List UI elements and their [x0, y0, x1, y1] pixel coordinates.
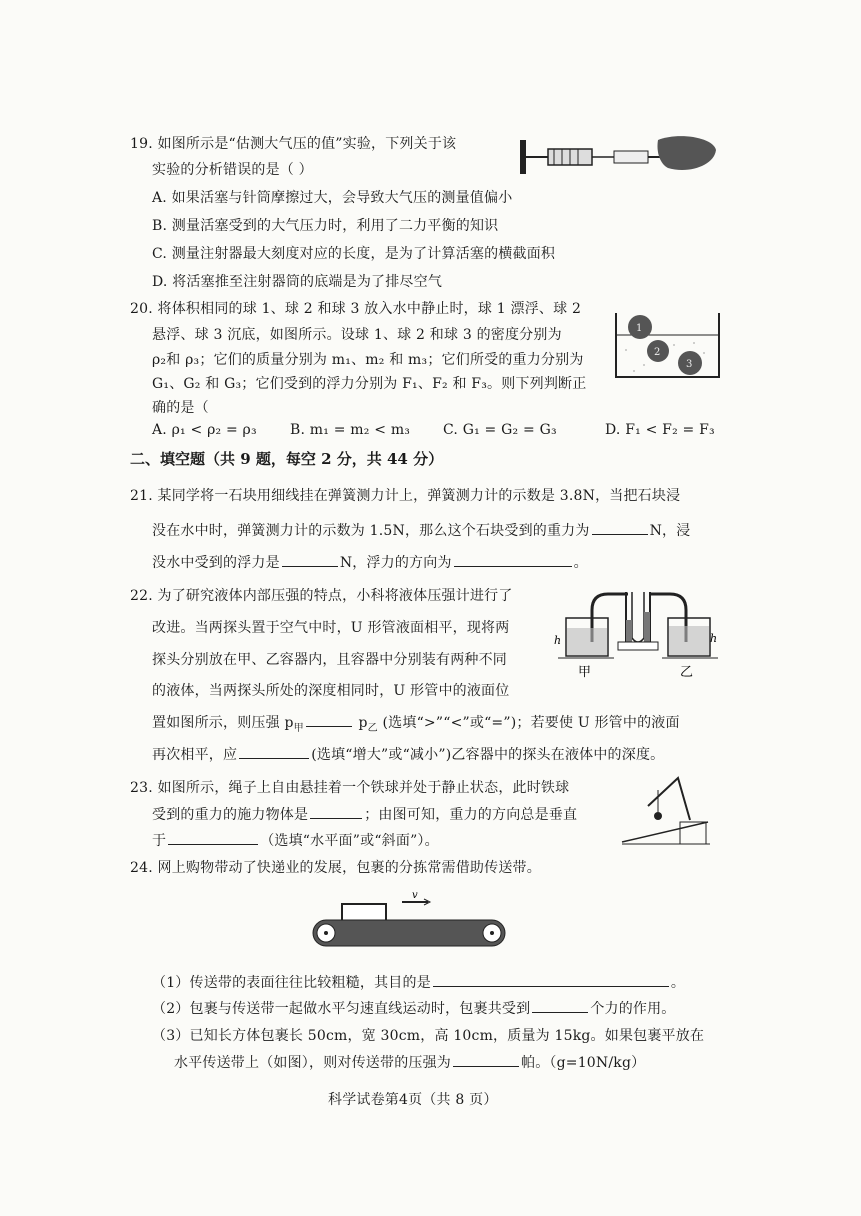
q22-line2: 改进。当两探头置于空气中时，U 形管液面相平，现将两: [152, 620, 510, 636]
pendulum-incline-figure: [618, 770, 713, 850]
q24-text: 水平传送带上（如图），则对传送带的压强为: [174, 1055, 451, 1071]
q21-text: 没水中受到的浮力是: [152, 555, 280, 571]
q19-stem-line1: 19. 如图所示是“估测大气压的值”实验，下列关于该: [130, 136, 457, 152]
q21-line2: [152, 520, 690, 541]
q21-blank-buoyancy[interactable]: [282, 552, 338, 567]
q23-line3: [152, 830, 439, 851]
q23-text: ；由图可知，重力的方向总是垂直: [364, 807, 578, 823]
q21-blank-gravity[interactable]: [592, 520, 648, 535]
q24-blank-purpose[interactable]: [433, 972, 669, 987]
q21-text: 。: [573, 555, 588, 571]
q21-text: N，浸: [649, 523, 691, 539]
q24-sub1: [152, 972, 685, 993]
q24-blank-pressure[interactable]: [453, 1052, 519, 1067]
q24-sub4: [174, 1052, 645, 1073]
section-heading: 二、填空题（共 9 题，每空 2 分，共 44 分）: [130, 450, 444, 468]
q20-option-d: D. F₁ < F₂ = F₃: [605, 422, 715, 438]
ball-label-2: 2: [654, 347, 661, 358]
pressure-gauge-figure: [552, 582, 722, 682]
q23-text: 受到的重力的施力物体是: [152, 807, 309, 823]
q22-text: (选填“>”“<”或“=”)；若要使 U 形管中的液面: [382, 715, 680, 731]
q22-text: 再次相平，应: [152, 747, 238, 763]
page-footer: 科学试卷第4页（共 8 页）: [328, 1092, 498, 1108]
q24-text: （2）包裹与传送带一起做水平匀速直线运动时，包裹共受到: [152, 1001, 531, 1017]
q22-line4: 的液体，当两探头所处的深度相同时，U 形管中的液面位: [152, 683, 510, 699]
q24-blank-forces[interactable]: [532, 998, 588, 1013]
q22-line1: 22. 为了研究液体内部压强的特点，小科将液体压强计进行了: [130, 588, 513, 604]
q21-line1: 21. 某同学将一石块用细线挂在弹簧测力计上，弹簧测力计的示数是 3.8N，当把石块浸: [130, 488, 681, 504]
q24-text: 帕。（g=10N/kg）: [521, 1055, 646, 1071]
q22-text: p: [358, 715, 368, 731]
q23-text: （选填“水平面”或“斜面”）。: [260, 833, 439, 849]
floating-balls-figure: [614, 305, 724, 380]
syringe-figure: [518, 132, 718, 182]
q22-line5: [152, 712, 680, 739]
q20-line2: 悬浮、球 3 沉底，如图所示。设球 1、球 2 和球 3 的密度分别为: [152, 327, 562, 343]
q23-blank-direction[interactable]: [168, 830, 258, 845]
q22-line6: [152, 744, 664, 765]
q20-line4: G₁、G₂ 和 G₃；它们受到的浮力分别为 F₁、F₂ 和 F₃。则下列判断正: [152, 376, 587, 392]
q19-option-c: C. 测量注射器最大刻度对应的长度，是为了计算活塞的横截面积: [152, 246, 556, 262]
h-label-left: h: [554, 634, 562, 647]
conveyor-belt-figure: [312, 890, 508, 950]
q23-line2: [152, 804, 577, 825]
q19-option-d: D. 将活塞推至注射器筒的底端是为了排尽空气: [152, 274, 443, 290]
q21-text: 没在水中时，弹簧测力计的示数为 1.5N，那么这个石块受到的重力为: [152, 523, 590, 539]
q22-blank-depth[interactable]: [239, 744, 309, 759]
q22-line3: 探头分别放在甲、乙容器内，且容器中分别装有两种不同: [152, 652, 507, 668]
h-label-right: h: [710, 632, 718, 645]
q24-line1: 24. 网上购物带动了快递业的发展，包裹的分拣常需借助传送带。: [130, 860, 541, 876]
q19-option-b: B. 测量活塞受到的大气压力时，利用了二力平衡的知识: [152, 218, 499, 234]
q20-option-a: A. ρ₁ < ρ₂ = ρ₃: [152, 422, 257, 438]
q22-subscript: 乙: [367, 722, 378, 734]
q20-line1: 20. 将体积相同的球 1、球 2 和球 3 放入水中静止时，球 1 漂浮、球 2: [130, 301, 582, 317]
container-label-yi: 乙: [680, 665, 694, 680]
q24-sub3: （3）已知长方体包裹长 50cm，宽 30cm，高 10cm，质量为 15kg。如果包裹平放在: [152, 1028, 705, 1044]
q24-text: （1）传送带的表面往往比较粗糙，其目的是: [152, 975, 431, 991]
q19-option-a: A. 如果活塞与针筒摩擦过大，会导致大气压的测量值偏小: [152, 190, 513, 206]
q22-blank-compare[interactable]: [306, 712, 352, 727]
q22-text: 置如图所示，则压强 p: [152, 715, 294, 731]
q23-blank-source[interactable]: [310, 804, 362, 819]
q24-text: 个力的作用。: [590, 1001, 676, 1017]
q20-line5: 确的是（: [152, 400, 209, 416]
q22-subscript: 甲: [293, 722, 304, 734]
q19-stem-line2: 实验的分析错误的是（ ）: [152, 162, 313, 178]
q23-line1: 23. 如图所示，绳子上自由悬挂着一个铁球并处于静止状态，此时铁球: [130, 780, 570, 796]
q21-line3: [152, 552, 588, 573]
q24-sub2: [152, 998, 676, 1019]
q20-option-c: C. G₁ = G₂ = G₃: [443, 422, 557, 438]
q22-text: (选填“增大”或“减小”)乙容器中的探头在液体中的深度。: [311, 747, 665, 763]
q21-text: N，浮力的方向为: [339, 555, 452, 571]
q20-option-b: B. m₁ = m₂ < m₃: [290, 422, 411, 438]
q20-line3: ρ₂和 ρ₃；它们的质量分别为 m₁、m₂ 和 m₃；它们所受的重力分别为: [152, 352, 584, 368]
ball-label-1: 1: [636, 323, 643, 334]
q21-blank-direction[interactable]: [454, 552, 572, 567]
q23-text: 于: [152, 833, 167, 849]
ball-label-3: 3: [686, 359, 693, 370]
velocity-label: v: [412, 890, 418, 901]
container-label-jia: 甲: [578, 665, 592, 680]
q24-text: 。: [670, 975, 686, 991]
